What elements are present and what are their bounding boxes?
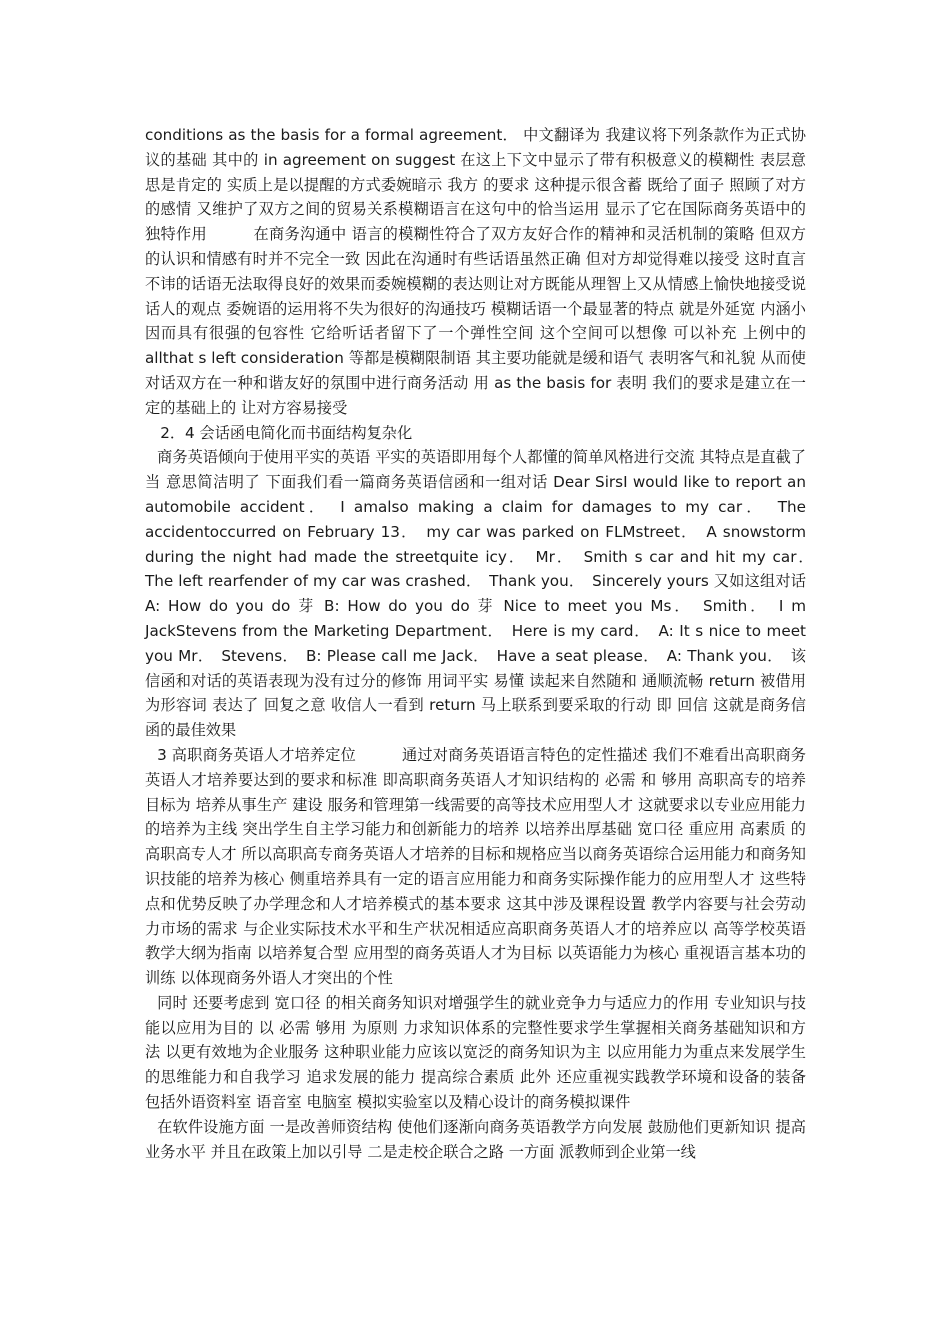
- section-heading-2-4: 2．4 会话函电简化而书面结构复杂化: [160, 423, 413, 442]
- paragraph-plain-english: 商务英语倾向于使用平实的英语 平实的英语即用每个人都懂的简单风格进行交流 其特点是直截了当 意思简洁明了 下面我们看一篇商务英语信函和一组对话 Dear SirsI would like to report an automobile accident． I amalso making a claim for damages to my car． The accidentoccurred on February 13． my car was parked on FLMstreet． A snowstorm during the night had made the streetquite icy． Mr． Smith s car and hit my car． The left rearfender of my car was crashed． Thank you． Sincerely yours 又如这组对话 A: How do you do 芽 B: How do you do 芽 Nice to meet you Ms． Smith． I m JackStevens from the Marketing Department． Here is my card． A: It s nice to meet you Mr． Stevens． B: Please call me Jack． Have a seat please． A: Thank you． 该信函和对话的英语表现为没有过分的修饰 用词平实 易懂 读起来自然随和 通顺流畅 return 被借用为形容词 表达了 回复之意 收信人一看到 return 马上联系到要采取的行动 即 回信 这就是商务信函的最佳效果: [145, 448, 822, 740]
- paragraph-broad-knowledge: 同时 还要考虑到 宽口径 的相关商务知识对增强学生的就业竞争力与适应力的作用 专业知识与技能以应用为目的 以 必需 够用 为原则 力求知识体系的完整性要求学生掌握相关商务基础知识和方法 以更有效地为企业服务 这种职业能力应该以宽泛的商务知识为主 以应用能力为重点来发展学生的思维能力和自我学习 追求发展的能力 提高综合素质 此外 还应重视实践教学环境和设备的装备 包括外语资料室 语音室 电脑室 模拟实验室以及精心设计的商务模拟课件: [145, 993, 806, 1112]
- paragraph-fuzzy-language: conditions as the basis for a formal agreement． 中文翻译为 我建议将下列条款作为正式协议的基础 其中的 in agreement on suggest 在这上下文中显示了带有积极意义的模糊性 表层意思是肯定的 实质上是以提醒的方式委婉暗示 我方 的要求 这种提示很含蓄 既给了面子 照顾了对方的感情 又维护了双方之间的贸易关系模糊语言在这句中的恰当运用 显示了它在国际商务英语中的独特作用 在商务沟通中 语言的模糊性符合了双方友好合作的精神和灵活机制的策略 但双方的认识和情感有时并不完全一致 因此在沟通时有些话语虽然正确 但对方却觉得难以接受 这时直言不讳的话语无法取得良好的效果而委婉模糊的表达则让对方既能从理智上又从情感上愉快地接受说话人的观点 委婉语的运用将不失为很好的沟通技巧 模糊话语一个最显著的特点 就是外延宽 内涵小 因而具有很强的包容性 它给听话者留下了一个弹性空间 这个空间可以想像 可以补充 上例中的 allthat s left consideration 等都是模糊限制语 其主要功能就是缓和语气 表明客气和礼貌 从而使对话双方在一种和谐友好的氛围中进行商务活动 用 as the basis for 表明 我们的要求是建立在一定的基础上的 让对方容易接受: [145, 126, 806, 417]
- document-page: [145, 123, 822, 1164]
- paragraph-software-facilities: 在软件设施方面 一是改善师资结构 使他们逐渐向商务英语教学方向发展 鼓励他们更新知识 提高业务水平 并且在政策上加以引导 二是走校企联合之路 一方面 派教师到企业第一线: [145, 1117, 806, 1161]
- paragraph-talent-positioning: 3 高职商务英语人才培养定位 通过对商务英语语言特色的定性描述 我们不难看出高职商务英语人才培养要达到的要求和标准 即高职商务英语人才知识结构的 必需 和 够用 高职高专的培养目标为 培养从事生产 建设 服务和管理第一线需要的高等技术应用型人才 这就要求以专业应用能力的培养为主线 突出学生自主学习能力和创新能力的培养 以培养出厚基础 宽口径 重应用 高素质 的高职高专人才 所以高职高专商务英语人才培养的目标和规格应当以商务英语综合运用能力和商务知识技能的培养为核心 侧重培养具有一定的语言应用能力和商务实际操作能力的应用型人才 这些特点和优势反映了办学理念和人才培养模式的基本要求 这其中涉及课程设置 教学内容要与社会劳动力市场的需求 与企业实际技术水平和生产状况相适应高职商务英语人才的培养应以 高等学校英语教学大纲为指南 以培养复合型 应用型的商务英语人才为目标 以英语能力为核心 重视语言基本功的训练 以体现商务外语人才突出的个性: [145, 745, 806, 988]
